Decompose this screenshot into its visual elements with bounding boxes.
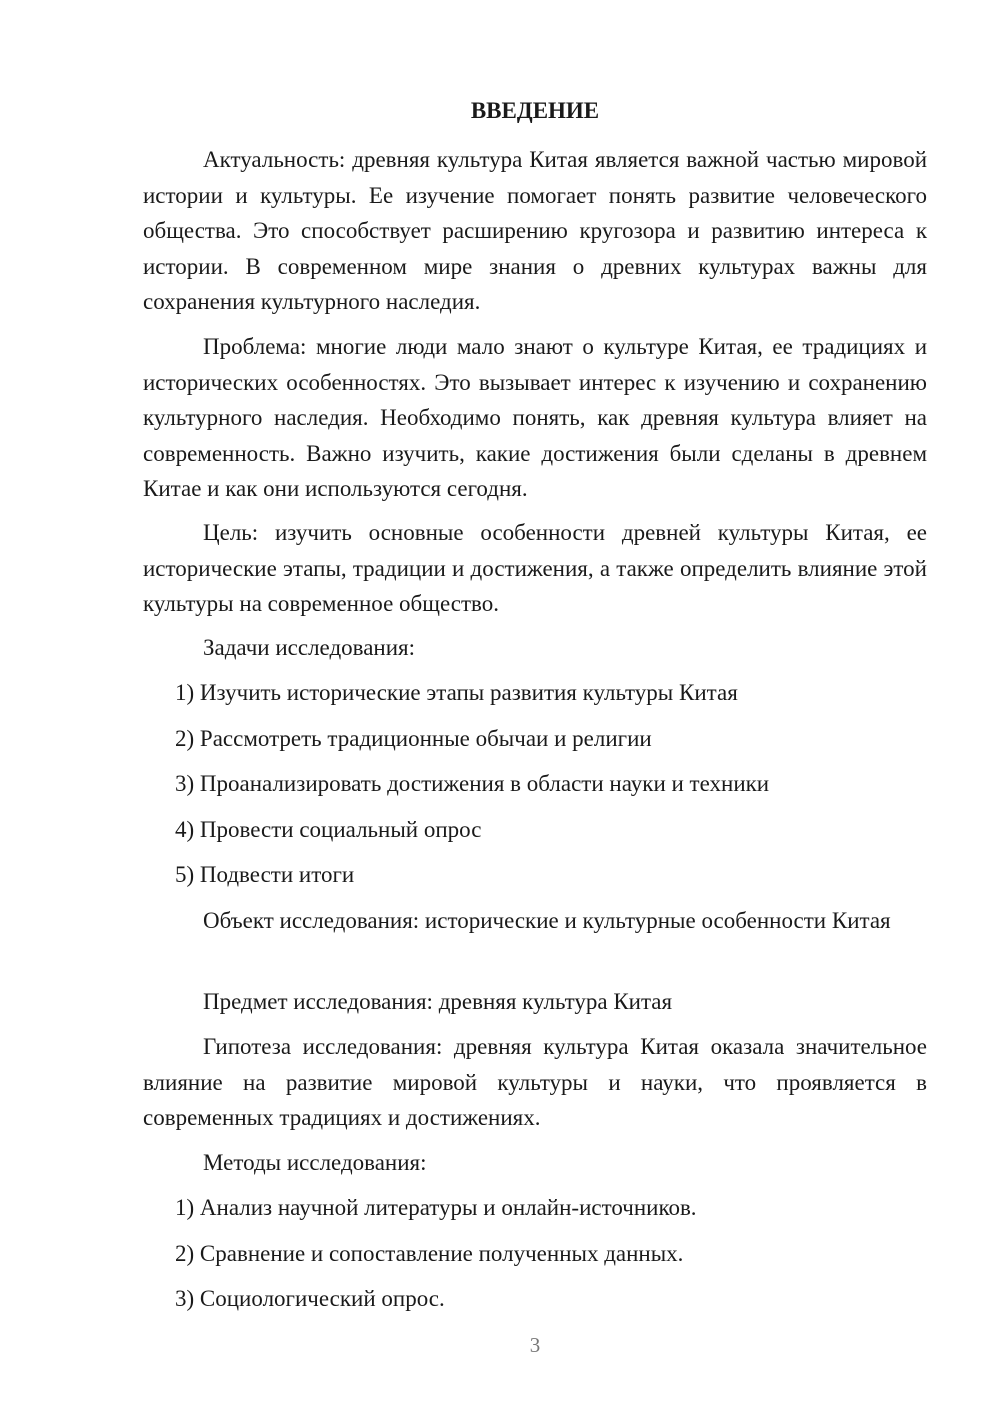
paragraph-subject: Предмет исследования: древняя культура Китая bbox=[203, 989, 673, 1014]
task-item-4: 4) Провести социальный опрос bbox=[175, 817, 482, 842]
paragraph-goal: Цель: изучить основные особенности древней культуры Китая, ее исторические этапы, традиции и достижения, а также определить влияние этой культуры на современное общество. bbox=[143, 520, 927, 616]
method-item-1: 1) Анализ научной литературы и онлайн-источников. bbox=[175, 1195, 697, 1220]
paragraph-hypothesis: Гипотеза исследования: древняя культура Китая оказала значительное влияние на развитие мировой культуры и науки, что проявляется в современных традициях и достижениях. bbox=[143, 1034, 927, 1130]
paragraph-problem: Проблема: многие люди мало знают о культуре Китая, ее традициях и исторических особенностях. Это вызывает интерес к изучению и сохранению культурного наследия. Необходимо понять, как древняя культура влияет на современность. Важно изучить, какие достижения были сделаны в древнем Китае и как они используются сегодня. bbox=[143, 334, 927, 501]
paragraph-relevance: Актуальность: древняя культура Китая является важной частью мировой истории и культуры. Ее изучение помогает понять развитие человеческого общества. Это способствует расширению кругозора и развитию интереса к истории. В современном мире знания о древних культурах важны для сохранения культурного наследия. bbox=[143, 147, 927, 314]
method-item-3: 3) Социологический опрос. bbox=[175, 1286, 445, 1311]
method-item-2: 2) Сравнение и сопоставление полученных данных. bbox=[175, 1241, 684, 1266]
task-item-5: 5) Подвести итоги bbox=[175, 862, 355, 887]
task-item-2: 2) Рассмотреть традиционные обычаи и религии bbox=[175, 726, 652, 751]
paragraph-object: Объект исследования: исторические и культурные особенности Китая bbox=[203, 908, 891, 933]
page-number: 3 bbox=[529, 1333, 541, 1357]
task-item-1: 1) Изучить исторические этапы развития культуры Китая bbox=[175, 680, 738, 705]
tasks-heading: Задачи исследования: bbox=[203, 635, 416, 660]
section-heading: ВВЕДЕНИЕ bbox=[470, 98, 600, 123]
methods-heading: Методы исследования: bbox=[203, 1150, 427, 1175]
task-item-3: 3) Проанализировать достижения в области науки и техники bbox=[175, 771, 770, 796]
